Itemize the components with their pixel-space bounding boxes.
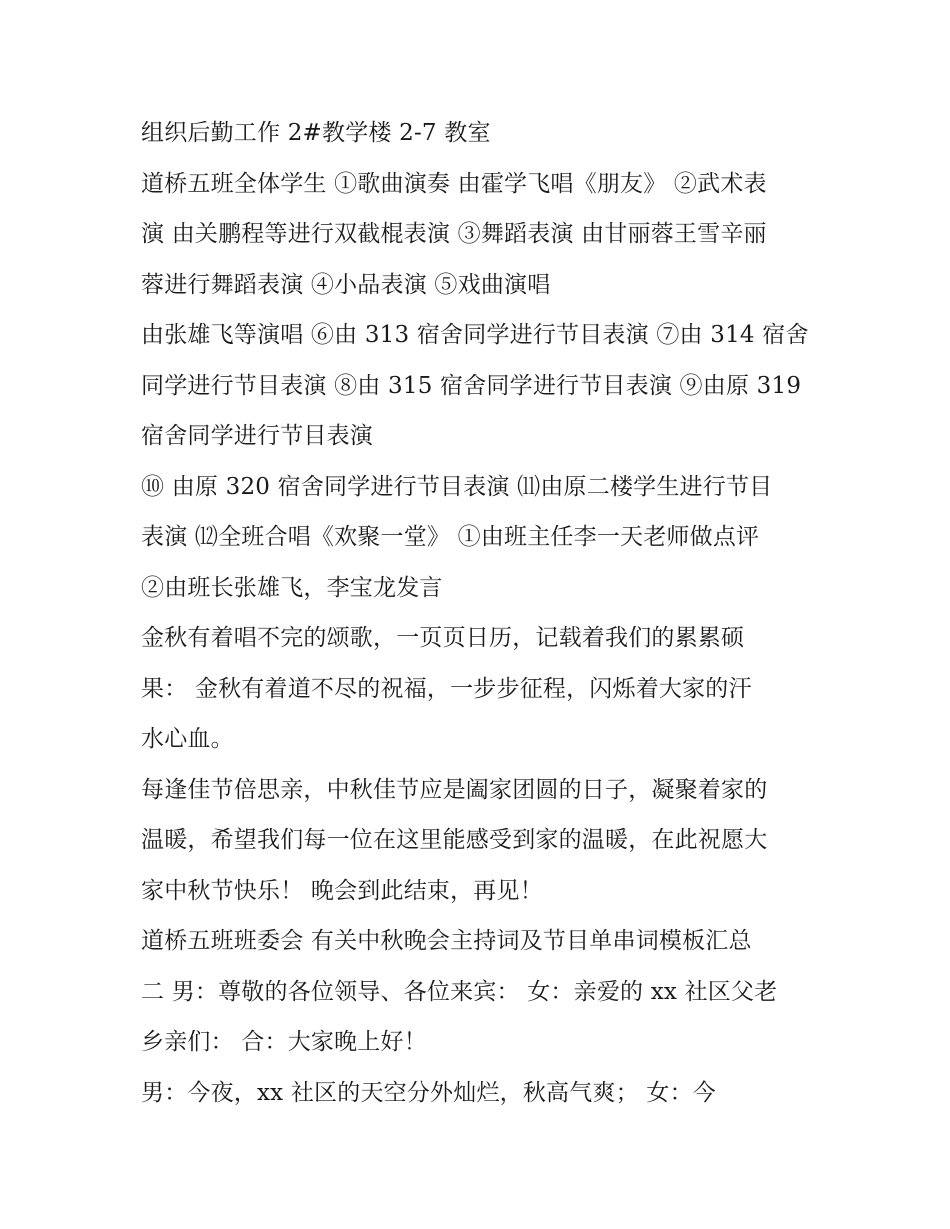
text-line-17: 道桥五班班委会 有关中秋晚会主持词及节目单串词模板汇总: [141, 928, 752, 954]
text-line-15: 温暖，希望我们每一位在这里能感受到家的温暖，在此祝愿大: [141, 827, 768, 853]
text-line-16: 家中秋节快乐！ 晚会到此结束，再见！: [141, 877, 543, 904]
text-line-2: 道桥五班全体学生 ①歌曲演奏 由霍学飞唱《朋友》 ②武术表: [141, 170, 767, 197]
text-line-13: 水心血。: [141, 726, 234, 752]
text-line-7: 宿舍同学进行节目表演: [141, 423, 373, 449]
document-body: [141, 108, 821, 1118]
text-line-1: 组织后勤工作 2#教学楼 2-7 教室: [141, 120, 491, 146]
text-line-6: 同学进行节目表演 ⑧由 315 宿舍同学进行节目表演 ⑨由原 319: [141, 372, 802, 399]
text-line-3: 演 由关鹏程等进行双截棍表演 ③舞蹈表演 由甘丽蓉王雪辛丽: [141, 221, 767, 247]
text-line-9: 表演 ⑿全班合唱《欢聚一堂》 ①由班主任李一天老师做点评: [141, 524, 760, 550]
text-line-14: 每逢佳节倍思亲，中秋佳节应是阖家团圆的日子，凝聚着家的: [141, 776, 768, 803]
text-line-12: 果： 金秋有着道不尽的祝福，一步步征程，闪烁着大家的汗: [141, 675, 752, 702]
text-line-4: 蓉进行舞蹈表演 ④小品表演 ⑤戏曲演唱: [141, 271, 551, 298]
text-line-20: 男：今夜，xx 社区的天空分外灿烂，秋高气爽； 女：今: [141, 1079, 716, 1106]
text-line-5: 由张雄飞等演唱 ⑥由 313 宿舍同学进行节目表演 ⑦由 314 宿舍: [141, 322, 809, 348]
text-line-18: 二 男：尊敬的各位领导、各位来宾： 女：亲爱的 xx 社区父老: [141, 978, 778, 1005]
text-line-19: 乡亲们： 合：大家晚上好！: [141, 1029, 427, 1055]
text-line-11: 金秋有着唱不完的颂歌，一页页日历，记载着我们的累累硕: [141, 625, 745, 651]
text-line-10: ②由班长张雄飞，李宝龙发言: [141, 574, 443, 601]
text-line-8: ⑩ 由原 320 宿舍同学进行节目表演 ⑾由原二楼学生进行节目: [141, 473, 773, 500]
